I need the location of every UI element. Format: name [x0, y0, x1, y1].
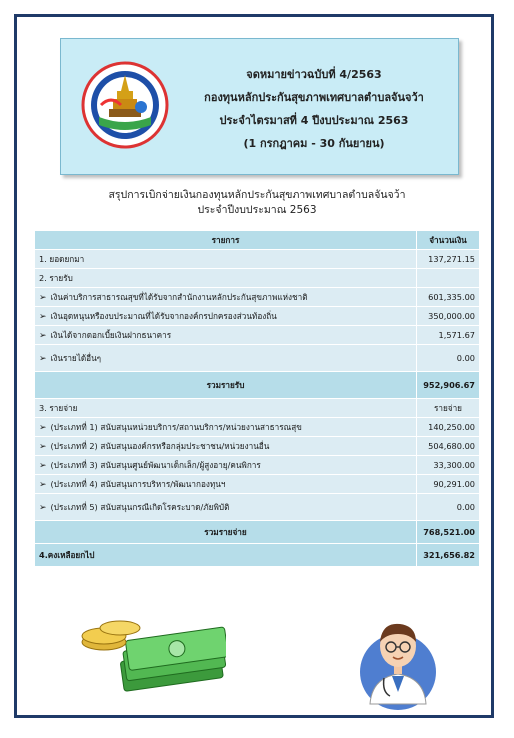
- table-row: [35, 456, 480, 475]
- arrow-bullet-icon: ➢: [39, 460, 47, 471]
- summary-title-line1: สรุปการเบิกจ่ายเงินกองทุนหลักประกันสุขภาพเทศบาลตำบลจันจว้า: [108, 189, 406, 201]
- newsletter-header: [60, 38, 459, 175]
- expense-item-label: (ประเภทที่ 5) สนับสนุนกรณีเกิดโรคระบาด/ภัยพิบัติ: [50, 501, 230, 512]
- row-label: [35, 418, 417, 437]
- table-row: [35, 437, 480, 456]
- arrow-bullet-icon: ➢: [39, 441, 47, 452]
- arrow-bullet-icon: ➢: [39, 330, 47, 341]
- summary-title: [0, 188, 514, 218]
- row-label: [35, 437, 417, 456]
- expense-total-label: รวมรายจ่าย: [35, 521, 417, 544]
- expense-column-label: รายจ่าย: [417, 399, 480, 418]
- arrow-bullet-icon: ➢: [39, 479, 47, 490]
- row-amount-empty: [417, 269, 480, 288]
- expense-item-label: (ประเภทที่ 2) สนับสนุนองค์กรหรือกลุ่มประชาชน/หน่วยงานอื่น: [50, 440, 270, 451]
- arrow-bullet-icon: ➢: [39, 502, 47, 513]
- row-label: 1. ยอดยกมา: [35, 250, 417, 269]
- balance-amount: 321,656.82: [417, 544, 480, 567]
- income-item-label: เงินได้จากดอกเบี้ยเงินฝากธนาคาร: [50, 329, 172, 340]
- balance-row: [35, 544, 480, 567]
- money-illustration: [76, 612, 226, 692]
- row-amount: 137,271.15: [417, 250, 480, 269]
- summary-title-line2: ประจำปีงบประมาณ 2563: [197, 204, 317, 216]
- table-row: [35, 494, 480, 521]
- row-amount: 1,571.67: [417, 326, 480, 345]
- table-row: [35, 345, 480, 372]
- row-label: [35, 307, 417, 326]
- income-item-label: เงินรายได้อื่นๆ: [50, 352, 102, 363]
- arrow-bullet-icon: ➢: [39, 311, 47, 322]
- row-amount: 140,250.00: [417, 418, 480, 437]
- row-label: [35, 326, 417, 345]
- finance-table: [34, 230, 480, 567]
- arrow-bullet-icon: ➢: [39, 292, 47, 303]
- row-label: [35, 494, 417, 521]
- income-total-label: รวมรายรับ: [35, 372, 417, 399]
- table-row: [35, 307, 480, 326]
- balance-label: 4.คงเหลือยกไป: [35, 544, 417, 567]
- expense-item-label: (ประเภทที่ 1) สนับสนุนหน่วยบริการ/สถานบริการ/หน่วยงานสาธารณสุข: [50, 421, 302, 432]
- row-amount: 504,680.00: [417, 437, 480, 456]
- table-row: [35, 475, 480, 494]
- row-label: [35, 345, 417, 372]
- row-amount: 350,000.00: [417, 307, 480, 326]
- table-row: [35, 418, 480, 437]
- expense-total-row: [35, 521, 480, 544]
- income-total-amount: 952,906.67: [417, 372, 480, 399]
- doctor-illustration: [352, 606, 444, 710]
- fund-name: กองทุนหลักประกันสุขภาพเทศบาลตำบลจันจว้า: [204, 91, 424, 104]
- column-header-amount: จำนวนเงิน: [417, 231, 480, 250]
- table-row: [35, 399, 480, 418]
- arrow-bullet-icon: ➢: [39, 422, 47, 433]
- table-header-row: [35, 231, 480, 250]
- row-amount: 0.00: [417, 494, 480, 521]
- row-amount: 90,291.00: [417, 475, 480, 494]
- row-label: [35, 288, 417, 307]
- table-row: [35, 250, 480, 269]
- quarter-label: ประจำไตรมาสที่ 4 ปีงบประมาณ 2563: [219, 114, 409, 127]
- period-label: (1 กรกฎาคม - 30 กันยายน): [243, 137, 385, 150]
- expense-item-label: (ประเภทที่ 4) สนับสนุนการบริหาร/พัฒนากองทุนฯ: [50, 478, 226, 489]
- municipality-seal-logo: [81, 61, 169, 149]
- income-item-label: เงินค่าบริการสาธารณสุขที่ได้รับจากสำนักงานหลักประกันสุขภาพแห่งชาติ: [50, 291, 308, 302]
- income-item-label: เงินอุดหนุนหรืองบประมาณที่ได้รับจากองค์กรปกครองส่วนท้องถิ่น: [50, 310, 277, 321]
- column-header-item: รายการ: [35, 231, 417, 250]
- section-label-expense: 3. รายจ่าย: [35, 399, 417, 418]
- row-label: [35, 456, 417, 475]
- row-label: [35, 475, 417, 494]
- row-amount: 601,335.00: [417, 288, 480, 307]
- row-amount: 0.00: [417, 345, 480, 372]
- expense-item-label: (ประเภทที่ 3) สนับสนุนศูนย์พัฒนาเด็กเล็ก/ผู้สูงอายุ/คนพิการ: [50, 459, 261, 470]
- table-row: [35, 269, 480, 288]
- table-row: [35, 326, 480, 345]
- income-total-row: [35, 372, 480, 399]
- table-row: [35, 288, 480, 307]
- section-label-income: 2. รายรับ: [35, 269, 417, 288]
- expense-total-amount: 768,521.00: [417, 521, 480, 544]
- row-amount: 33,300.00: [417, 456, 480, 475]
- newsletter-issue: จดหมายข่าวฉบับที่ 4/2563: [246, 68, 382, 81]
- arrow-bullet-icon: ➢: [39, 353, 47, 364]
